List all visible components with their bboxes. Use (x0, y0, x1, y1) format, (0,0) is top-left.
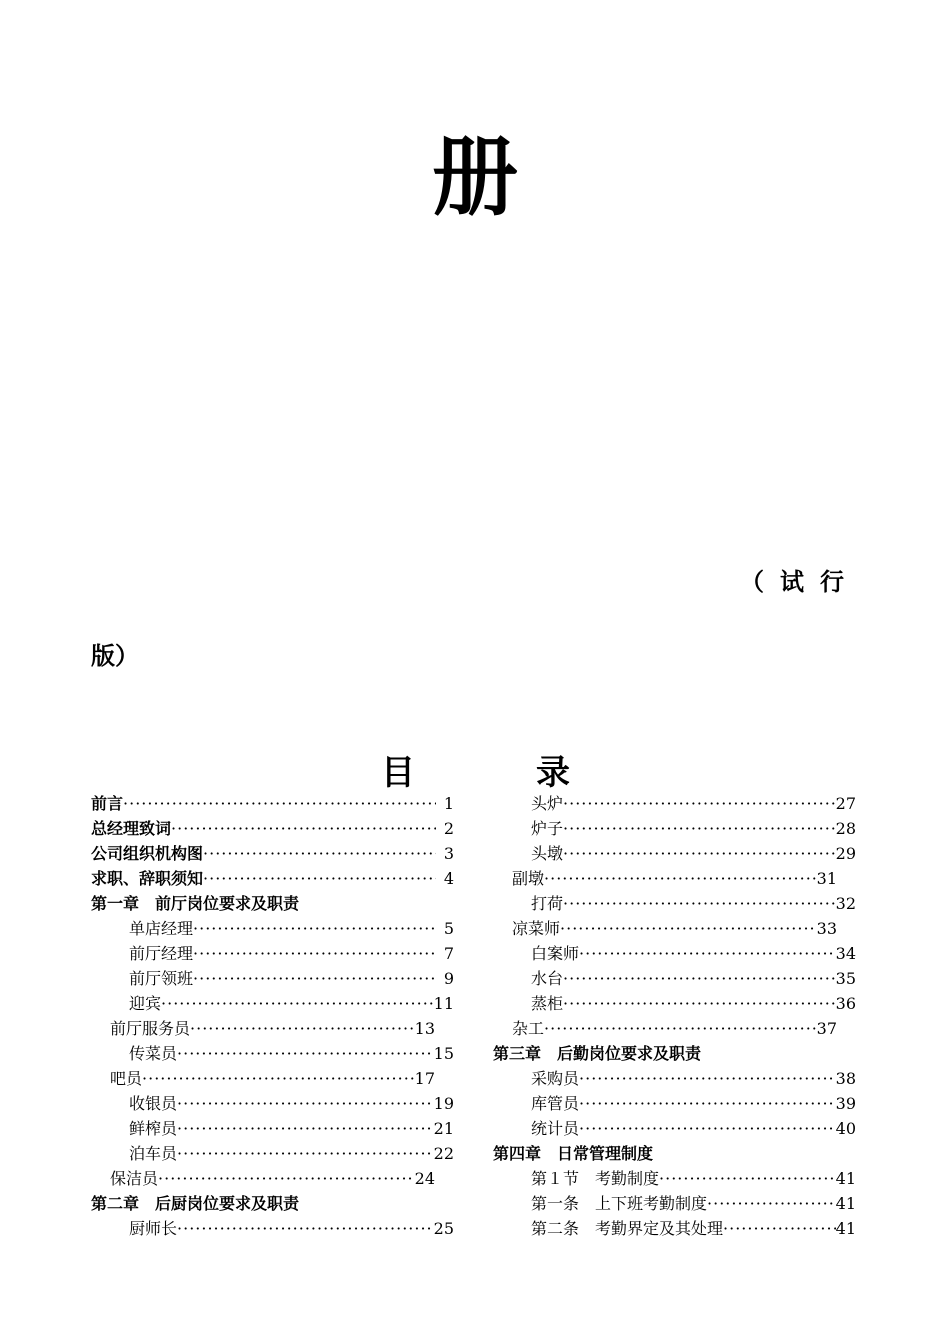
toc-leader-dots (707, 1191, 836, 1216)
toc-page-number: 41 (835, 1219, 856, 1238)
toc-entry-row (493, 1216, 856, 1241)
toc-entry-row (493, 791, 856, 816)
toc-page-number: 13 (414, 1019, 435, 1038)
toc-entry-label: 吧员 (110, 1069, 143, 1088)
toc-entry-label: 厨师长 (129, 1219, 178, 1238)
toc-page-number: 36 (835, 994, 856, 1013)
toc-entry-row (91, 1016, 454, 1041)
toc-page-number: 19 (433, 1094, 454, 1113)
toc-page-number: 28 (835, 819, 856, 838)
toc-entry-label: 求职、辞职须知 (91, 869, 204, 888)
toc-entry-row (493, 1166, 856, 1191)
toc-page-number: 31 (816, 869, 837, 888)
toc-entry-row (493, 891, 856, 916)
toc-entry-row (91, 866, 454, 891)
toc-leader-dots (123, 791, 436, 816)
toc-leader-dots (203, 866, 436, 891)
toc-leader-dots (563, 891, 836, 916)
toc-leader-dots (563, 791, 836, 816)
edition-label-line2: 版） (91, 642, 139, 670)
toc-entry-label: 副墩 (512, 869, 545, 888)
toc-page-number: 22 (433, 1144, 454, 1163)
toc-title-left: 目 (381, 753, 415, 793)
toc-left-column (91, 791, 454, 1241)
toc-page-number: 9 (443, 969, 454, 988)
toc-page-number: 11 (433, 994, 454, 1013)
toc-entry-label: 打荷 (531, 894, 564, 913)
toc-leader-dots (723, 1216, 836, 1241)
toc-page-number: 39 (835, 1094, 856, 1113)
toc-entry-label: 统计员 (531, 1119, 580, 1138)
toc-entry-row (91, 1066, 454, 1091)
toc-entry-label: 杂工 (512, 1019, 545, 1038)
toc-page-number: 29 (835, 844, 856, 863)
toc-entry-row (493, 816, 856, 841)
toc-page-number: 21 (433, 1119, 454, 1138)
toc-leader-dots (177, 1091, 434, 1116)
toc-page-number: 32 (835, 894, 856, 913)
toc-entry-label: 第三章 后勤岗位要求及职责 (493, 1044, 702, 1063)
cover-title-char: 册 (432, 128, 518, 228)
toc-entry-label: 第１节 考勤制度 (531, 1169, 660, 1188)
toc-page-number: 40 (835, 1119, 856, 1138)
toc-entry-row (91, 1216, 454, 1241)
toc-entry-row (493, 866, 856, 891)
toc-chapter-row (493, 1041, 856, 1066)
toc-leader-dots (563, 966, 836, 991)
toc-leader-dots (560, 916, 817, 941)
toc-entry-label: 前言 (91, 794, 124, 813)
toc-page-number: 24 (414, 1169, 435, 1188)
toc-page-number: 7 (443, 944, 454, 963)
toc-entry-label: 头炉 (531, 794, 564, 813)
toc-entry-row (493, 991, 856, 1016)
toc-leader-dots (177, 1216, 434, 1241)
toc-page-number: 17 (414, 1069, 435, 1088)
toc-page-number: 37 (816, 1019, 837, 1038)
toc-entry-row (91, 1041, 454, 1066)
toc-leader-dots (563, 991, 836, 1016)
toc-leader-dots (579, 1066, 836, 1091)
toc-leader-dots (579, 1091, 836, 1116)
toc-entry-label: 蒸柜 (531, 994, 564, 1013)
toc-entry-row (91, 791, 454, 816)
toc-title (0, 745, 950, 793)
toc-entry-label: 单店经理 (129, 919, 194, 938)
toc-chapter-row (91, 1191, 454, 1216)
toc-page-number: 27 (835, 794, 856, 813)
toc-leader-dots (193, 916, 436, 941)
toc-leader-dots (193, 966, 436, 991)
toc-entry-label: 前厅领班 (129, 969, 194, 988)
toc-entry-label: 第四章 日常管理制度 (493, 1144, 654, 1163)
toc-entry-label: 第一条 上下班考勤制度 (531, 1194, 708, 1213)
toc-leader-dots (579, 1116, 836, 1141)
toc-page-number: 34 (835, 944, 856, 963)
toc-entry-row (91, 816, 454, 841)
toc-entry-row (91, 916, 454, 941)
toc-entry-label: 前厅服务员 (110, 1019, 191, 1038)
toc-entry-label: 前厅经理 (129, 944, 194, 963)
toc-page-number: 3 (443, 844, 454, 863)
toc-entry-row (493, 1066, 856, 1091)
toc-entry-label: 库管员 (531, 1094, 580, 1113)
toc-page-number: 33 (816, 919, 837, 938)
toc-entry-label: 鲜榨员 (129, 1119, 178, 1138)
toc-page-number: 5 (443, 919, 454, 938)
toc-page-number: 38 (835, 1069, 856, 1088)
toc-leader-dots (659, 1166, 836, 1191)
toc-entry-label: 第一章 前厅岗位要求及职责 (91, 894, 300, 913)
toc-page-number: 15 (433, 1044, 454, 1063)
toc-page-number: 25 (433, 1219, 454, 1238)
toc-page-number: 41 (835, 1169, 856, 1188)
toc-chapter-row (91, 891, 454, 916)
toc-entry-label: 泊车员 (129, 1144, 178, 1163)
toc-page-number: 4 (443, 869, 454, 888)
toc-leader-dots (544, 1016, 817, 1041)
toc-entry-label: 收银员 (129, 1094, 178, 1113)
toc-title-right: 录 (536, 753, 570, 793)
toc-leader-dots (171, 816, 436, 841)
toc-leader-dots (161, 991, 434, 1016)
toc-entry-row (493, 1091, 856, 1116)
toc-entry-label: 公司组织机构图 (91, 844, 204, 863)
toc-entry-row (493, 941, 856, 966)
toc-entry-label: 头墩 (531, 844, 564, 863)
toc-entry-row (91, 1141, 454, 1166)
toc-page-number: 35 (835, 969, 856, 988)
toc-entry-row (493, 966, 856, 991)
toc-entry-row (91, 841, 454, 866)
toc-right-column (493, 791, 856, 1241)
toc-entry-row (91, 1116, 454, 1141)
toc-leader-dots (203, 841, 436, 866)
toc-page-number: 1 (443, 794, 454, 813)
toc-entry-row (91, 1166, 454, 1191)
toc-entry-row (493, 841, 856, 866)
toc-entry-row (91, 966, 454, 991)
toc-entry-row (493, 1016, 856, 1041)
toc-leader-dots (563, 816, 836, 841)
toc-entry-label: 白案师 (531, 944, 580, 963)
toc-entry-row (493, 916, 856, 941)
toc-entry-label: 保洁员 (110, 1169, 159, 1188)
toc-leader-dots (190, 1016, 415, 1041)
toc-page-number: 41 (835, 1194, 856, 1213)
toc-entry-row (91, 941, 454, 966)
toc-leader-dots (158, 1166, 415, 1191)
toc-entry-label: 凉菜师 (512, 919, 561, 938)
toc-entry-row (91, 991, 454, 1016)
toc-leader-dots (193, 941, 436, 966)
toc-entry-row (493, 1116, 856, 1141)
toc-entry-label: 第二条 考勤界定及其处理 (531, 1219, 724, 1238)
toc-leader-dots (177, 1141, 434, 1166)
toc-chapter-row (493, 1141, 856, 1166)
toc-entry-label: 第二章 后厨岗位要求及职责 (91, 1194, 300, 1213)
toc-entry-label: 炉子 (531, 819, 564, 838)
toc-leader-dots (177, 1041, 434, 1066)
toc-entry-label: 传菜员 (129, 1044, 178, 1063)
toc-entry-label: 采购员 (531, 1069, 580, 1088)
toc-entry-row (91, 1091, 454, 1116)
toc-leader-dots (579, 941, 836, 966)
toc-leader-dots (544, 866, 817, 891)
toc-leader-dots (177, 1116, 434, 1141)
toc-entry-label: 总经理致词 (91, 819, 172, 838)
edition-label-line1: （试行 (740, 568, 860, 596)
toc-entry-row (493, 1191, 856, 1216)
toc-page-number: 2 (443, 819, 454, 838)
toc-entry-label: 水台 (531, 969, 564, 988)
toc-entry-label: 迎宾 (129, 994, 162, 1013)
toc-leader-dots (563, 841, 836, 866)
toc-leader-dots (142, 1066, 415, 1091)
